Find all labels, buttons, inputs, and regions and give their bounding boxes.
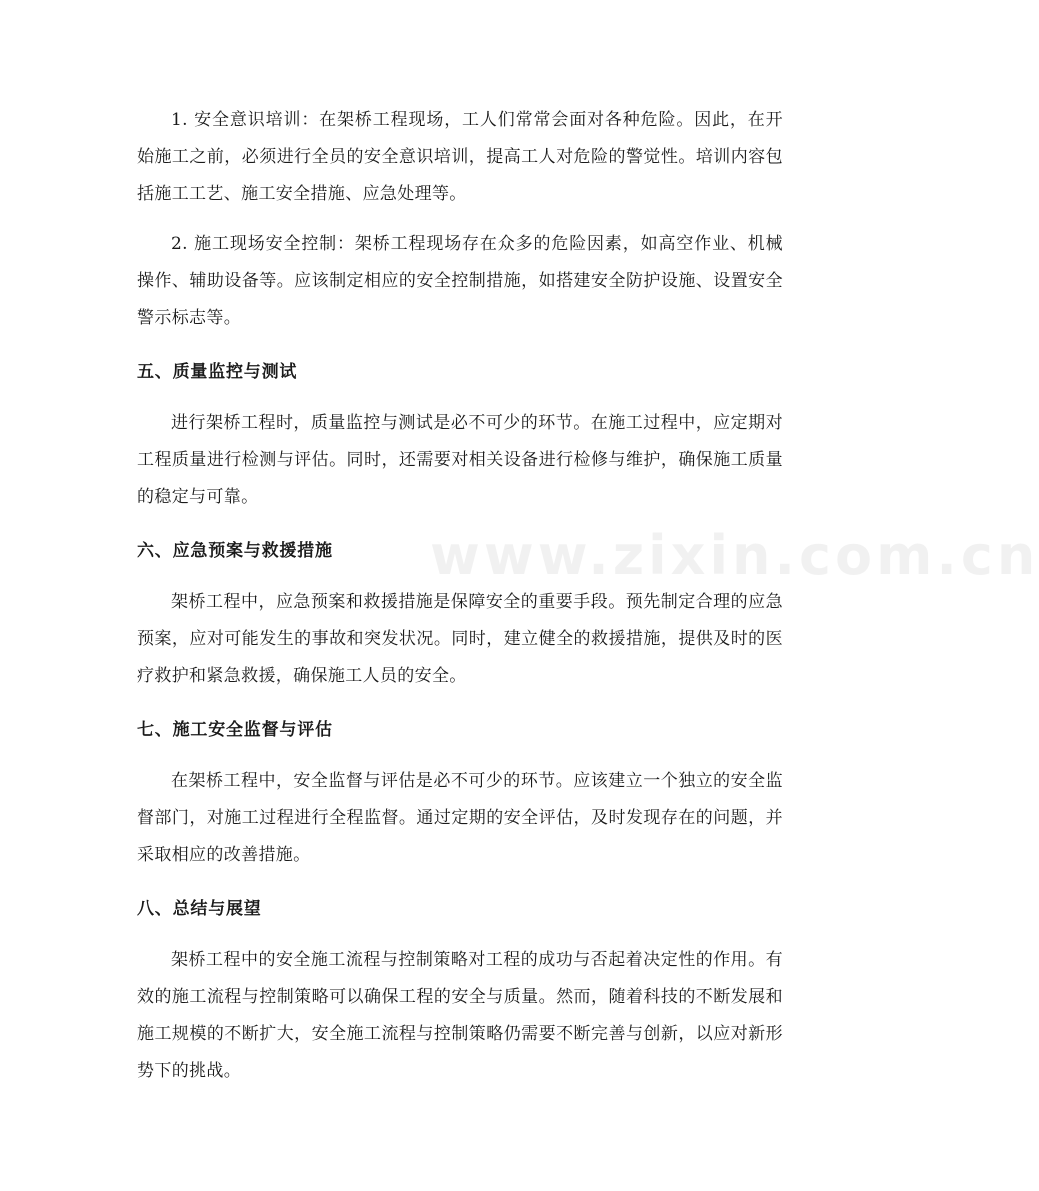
section-heading-quality: 五、质量监控与测试: [137, 362, 298, 382]
section-body-supervision: 在架桥工程中，安全监督与评估是必不可少的环节。应该建立一个独立的安全监督部门，对施工过程进行全程监督。通过定期的安全评估，及时发现存在的问题，并采取相应的改善措施。: [137, 771, 783, 865]
section-heading-summary: 八、总结与展望: [137, 899, 262, 919]
paragraph-safety-training: 1. 安全意识培训：在架桥工程现场，工人们常常会面对各种危险。因此，在开始施工之前，必须进行全员的安全意识培训，提高工人对危险的警觉性。培训内容包括施工工艺、施工安全措施、应急处理等。: [137, 110, 783, 204]
section-body-summary: 架桥工程中的安全施工流程与控制策略对工程的成功与否起着决定性的作用。有效的施工流程与控制策略可以确保工程的安全与质量。然而，随着科技的不断发展和施工规模的不断扩大，安全施工流程与控制策略仍需要不断完善与创新，以应对新形势下的挑战。: [137, 950, 783, 1081]
section-heading-emergency: 六、应急预案与救援措施: [137, 541, 333, 561]
section-body-emergency: 架桥工程中，应急预案和救援措施是保障安全的重要手段。预先制定合理的应急预案，应对可能发生的事故和突发状况。同时，建立健全的救援措施，提供及时的医疗救护和紧急救援，确保施工人员的安全。: [137, 592, 783, 686]
watermark: www.zixin.com.cn: [430, 524, 1039, 587]
section-heading-supervision: 七、施工安全监督与评估: [137, 720, 333, 740]
paragraph-site-safety-control: 2. 施工现场安全控制：架桥工程现场存在众多的危险因素，如高空作业、机械操作、辅助设备等。应该制定相应的安全控制措施，如搭建安全防护设施、设置安全警示标志等。: [137, 234, 783, 328]
section-body-quality: 进行架桥工程时，质量监控与测试是必不可少的环节。在施工过程中，应定期对工程质量进行检测与评估。同时，还需要对相关设备进行检修与维护，确保施工质量的稳定与可靠。: [137, 413, 783, 507]
document-body: [137, 102, 783, 1090]
